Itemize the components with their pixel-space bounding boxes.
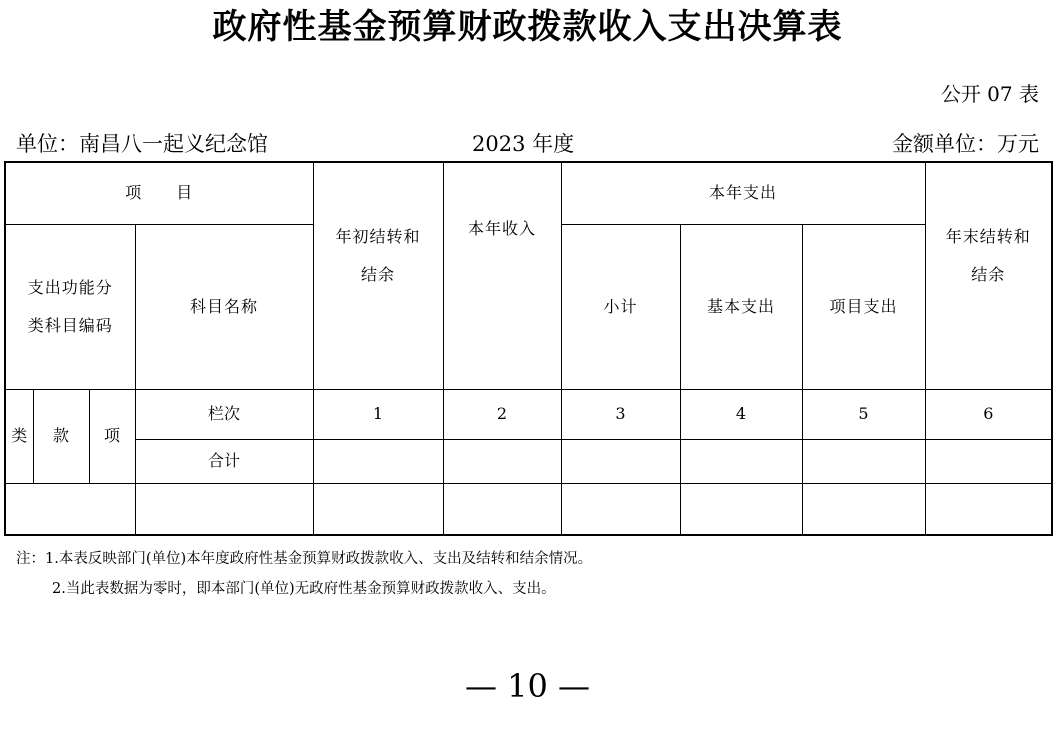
header-basic: 基本支出 <box>680 224 802 389</box>
header-expenditure: 本年支出 <box>561 162 925 224</box>
page-number: — 10 — <box>464 667 591 705</box>
header-opening-balance <box>313 162 443 389</box>
empty-cell-5 <box>802 483 925 535</box>
total-cell-1 <box>313 439 443 483</box>
empty-cell-name <box>135 483 313 535</box>
col-number-1: 1 <box>313 389 443 439</box>
page-title: 政府性基金预算财政拨款收入支出决算表 <box>212 7 843 47</box>
empty-code-cell <box>5 483 135 535</box>
empty-cell-1 <box>313 483 443 535</box>
header-func-code <box>5 224 135 389</box>
row-col-index-label: 栏次 <box>135 389 313 439</box>
total-label: 合计 <box>135 439 313 483</box>
total-cell-6 <box>925 439 1052 483</box>
total-cell-2 <box>443 439 561 483</box>
note-2: 2.当此表数据为零时，即本部门(单位)无政府性基金预算财政拨款收入、支出。 <box>52 581 556 597</box>
header-closing-balance-text: 年末结转和结余 <box>945 226 1031 284</box>
header-income-text: 本年收入 <box>468 218 537 238</box>
col-number-6: 6 <box>925 389 1052 439</box>
total-cell-4 <box>680 439 802 483</box>
empty-cell-6 <box>925 483 1052 535</box>
header-subject-name: 科目名称 <box>135 224 313 389</box>
header-project-exp: 项目支出 <box>802 224 925 389</box>
header-income <box>443 162 561 389</box>
empty-cell-4 <box>680 483 802 535</box>
col-xiang: 项 <box>89 389 135 483</box>
form-number: 公开 07 表 <box>940 82 1039 106</box>
total-cell-5 <box>802 439 925 483</box>
header-func-code-text: 支出功能分类科目编码 <box>27 277 113 335</box>
col-lei: 类 <box>5 389 33 483</box>
header-subtotal: 小计 <box>561 224 680 389</box>
col-number-5: 5 <box>802 389 925 439</box>
col-kuan: 款 <box>33 389 89 483</box>
total-cell-3 <box>561 439 680 483</box>
empty-cell-2 <box>443 483 561 535</box>
col-number-2: 2 <box>443 389 561 439</box>
header-closing-balance <box>925 162 1052 389</box>
col-number-3: 3 <box>561 389 680 439</box>
year-label: 2023 年度 <box>472 132 575 156</box>
header-opening-balance-text: 年初结转和结余 <box>335 226 421 284</box>
empty-cell-3 <box>561 483 680 535</box>
col-number-4: 4 <box>680 389 802 439</box>
unit-label: 单位：南昌八一起义纪念馆 <box>16 132 268 156</box>
budget-table <box>4 161 1053 536</box>
header-project: 项 目 <box>5 162 313 224</box>
note-1: 注：1.本表反映部门(单位)本年度政府性基金预算财政拨款收入、支出及结转和结余情况。 <box>16 551 593 567</box>
notes <box>16 544 592 604</box>
amount-unit-label: 金额单位：万元 <box>892 132 1039 156</box>
